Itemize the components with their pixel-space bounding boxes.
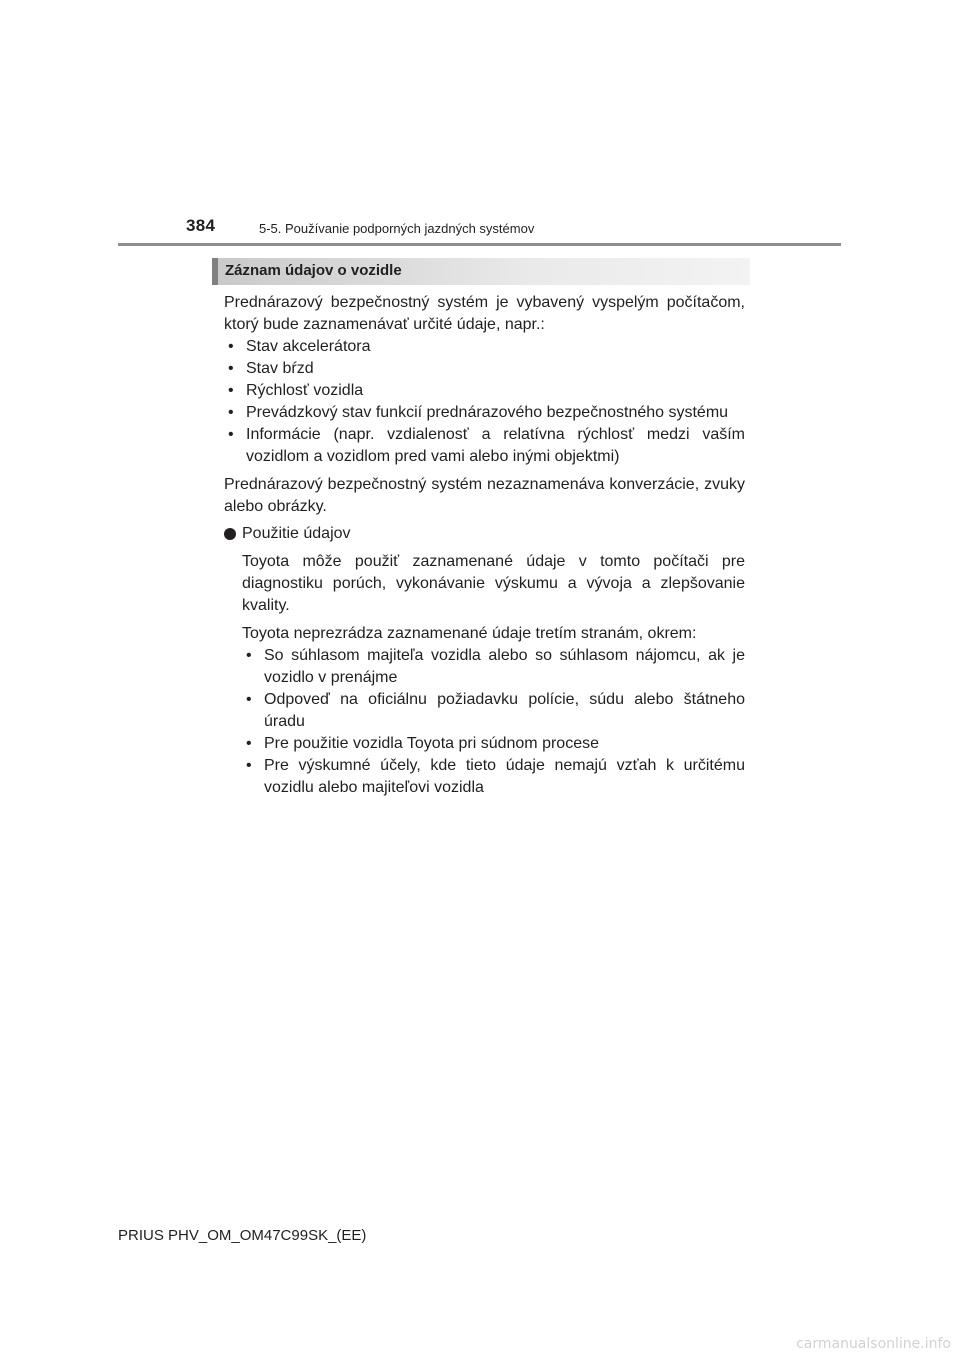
bullet-icon: • xyxy=(228,404,234,421)
intro-paragraph: Prednárazový bezpečnostný systém je vybavený vyspelým počítačom, ktorý bude zaznamenávať určité údaje, napr.: xyxy=(224,294,745,333)
section-heading-bar xyxy=(212,258,218,285)
usage-title: Použitie údajov xyxy=(242,525,351,542)
list-item-text: Stav bŕzd xyxy=(246,360,314,377)
page-number: 384 xyxy=(186,216,216,235)
header-rule xyxy=(118,243,841,246)
list-item xyxy=(228,402,745,424)
list-item xyxy=(228,358,745,380)
usage-paragraph-2: Toyota neprezrádza zaznamenané údaje tretím stranám, okrem: xyxy=(242,625,697,642)
list-item-text: Pre výskumné účely, kde tieto údaje nemajú vzťah k určitému vozidlu alebo majiteľovi vozidla xyxy=(264,757,745,796)
bullet-icon: • xyxy=(228,382,234,399)
bullet-icon: • xyxy=(246,757,252,774)
usage-block xyxy=(242,551,745,799)
bullet-icon: • xyxy=(228,360,234,377)
bullet-icon: • xyxy=(246,735,252,752)
section-heading-label: Záznam údajov o vozidle xyxy=(225,262,402,279)
usage-paragraph-1: Toyota môže použiť zaznamenané údaje v tomto počítači pre diagnostiku porúch, vykonávanie výskumu a vývoja a zlepšovanie kvality. xyxy=(242,553,745,614)
list-item-text: Stav akcelerátora xyxy=(246,338,371,355)
list-item xyxy=(246,733,745,755)
section-heading xyxy=(212,258,750,285)
watermark: carmanualsonline.info xyxy=(796,1336,951,1352)
bullet-icon: • xyxy=(246,647,252,664)
list-item-text: Prevádzkový stav funkcií prednárazového bezpečnostného systému xyxy=(246,404,729,421)
not-recorded-paragraph: Prednárazový bezpečnostný systém nezaznamenáva konverzácie, zvuky alebo obrázky. xyxy=(224,476,745,515)
list-item xyxy=(246,755,745,799)
list-item xyxy=(228,336,745,358)
exceptions-list xyxy=(242,645,745,799)
usage-subheading xyxy=(224,523,745,545)
list-item xyxy=(228,424,745,468)
chapter-title: 5-5. Používanie podporných jazdných systémov xyxy=(259,221,535,236)
list-item-text: Informácie (napr. vzdialenosť a relatívna rýchlosť medzi vaším vozidlom a vozidlom pred vami alebo inými objektmi) xyxy=(246,426,745,465)
list-item xyxy=(246,645,745,689)
section-body xyxy=(224,292,745,805)
bullet-icon: • xyxy=(246,691,252,708)
filled-circle-icon xyxy=(224,528,236,540)
list-item-text: So súhlasom majiteľa vozidla alebo so súhlasom nájomcu, ak je vozidlo v prenájme xyxy=(264,647,745,686)
recorded-items-list xyxy=(224,336,745,468)
list-item-text: Rýchlosť vozidla xyxy=(246,382,364,399)
bullet-icon: • xyxy=(228,426,234,443)
bullet-icon: • xyxy=(228,338,234,355)
document-code: PRIUS PHV_OM_OM47C99SK_(EE) xyxy=(118,1227,367,1244)
list-item xyxy=(228,380,745,402)
list-item xyxy=(246,689,745,733)
list-item-text: Pre použitie vozidla Toyota pri súdnom procese xyxy=(264,735,599,752)
list-item-text: Odpoveď na oficiálnu požiadavku polície, súdu alebo štátneho úradu xyxy=(264,691,745,730)
